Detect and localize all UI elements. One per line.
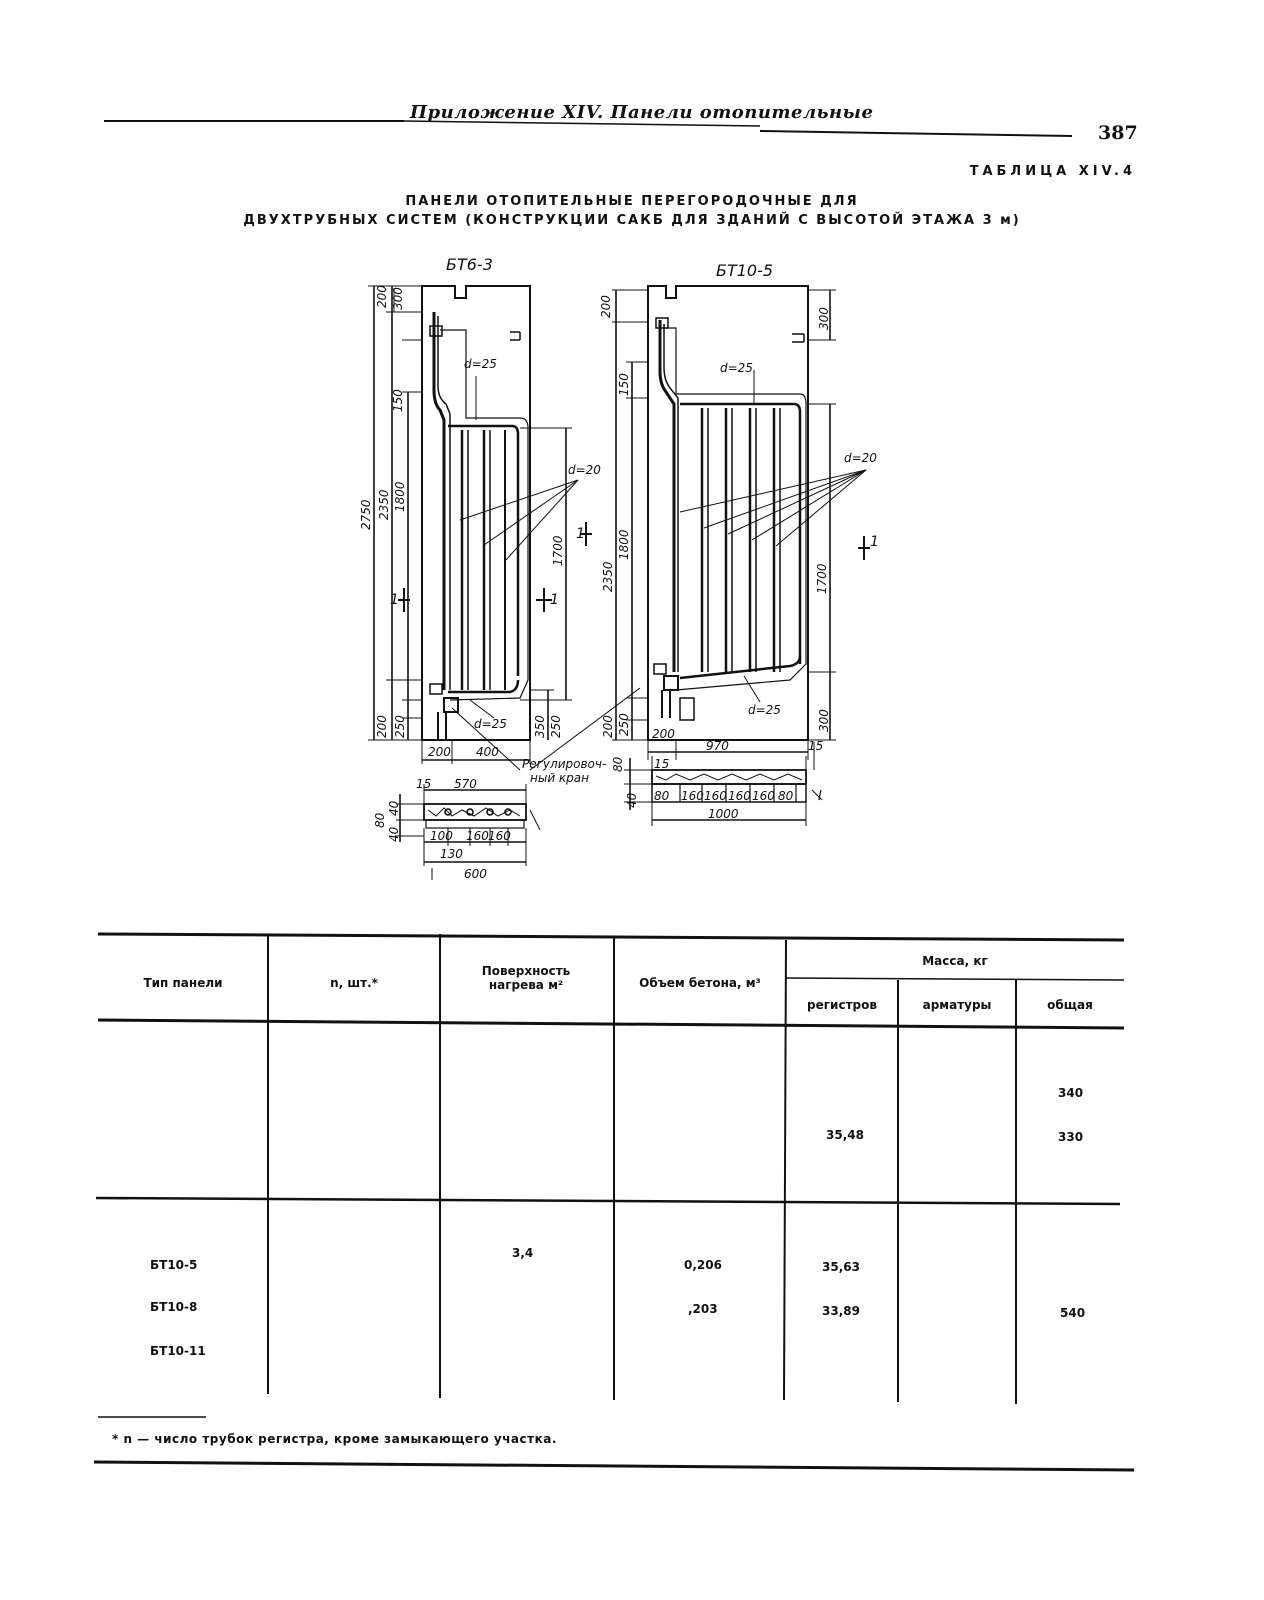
dim-label: 2350 xyxy=(601,561,615,592)
dim-label: 40 xyxy=(387,800,401,816)
dim-label: 250 xyxy=(549,715,563,738)
dim-label: d=20 xyxy=(844,451,877,465)
col-header-mass-total: общая xyxy=(1047,998,1093,1012)
col-header-volume: Объем бетона, м³ xyxy=(639,976,761,990)
dim-label: 1700 xyxy=(551,535,565,566)
dim-label: 1000 xyxy=(708,807,739,821)
cell-panel-type: БТ10-8 xyxy=(150,1300,198,1314)
dim-label: d=25 xyxy=(464,357,497,371)
left-panel-outline xyxy=(368,286,640,770)
cell-total-mass: 330 xyxy=(1058,1130,1084,1144)
dim-label: 2350 xyxy=(377,489,391,520)
dim-label: 160 xyxy=(752,789,775,803)
dim-label: 350 xyxy=(533,715,547,738)
section-mark: 1 xyxy=(390,592,399,608)
dim-label: 15 xyxy=(808,739,824,753)
dim-label: 200 xyxy=(428,745,451,759)
dim-label: 1800 xyxy=(393,481,407,512)
dim-label: 160 xyxy=(681,789,704,803)
table-caption-line2: ДВУХТРУБНЫХ СИСТЕМ (КОНСТРУКЦИИ САКБ ДЛЯ ЗДАНИЙ С ВЫСОТОЙ ЭТАЖА 3 м) xyxy=(243,213,1021,228)
section-mark: 1 xyxy=(870,534,879,550)
dim-label: d=20 xyxy=(568,463,601,477)
dim-label: 150 xyxy=(391,389,405,412)
right-panel-title: БТ10-5 xyxy=(716,261,774,280)
dim-label: 250 xyxy=(617,713,631,736)
left-panel-dimensions xyxy=(359,285,606,881)
col-header-surface: Поверхность нагрева м² xyxy=(481,964,571,992)
col-header-mass: Масса, кг xyxy=(922,954,988,968)
dim-label: 570 xyxy=(454,777,477,791)
cell-volume: 0,206 xyxy=(684,1258,722,1272)
dim-label: 2750 xyxy=(359,499,373,530)
table-footnote: * n — число трубок регистра, кроме замыкающего участка. xyxy=(112,1432,557,1446)
dim-label: 300 xyxy=(391,287,405,310)
dim-label: 130 xyxy=(440,847,463,861)
dim-label: 15 xyxy=(416,777,432,791)
col-header-mass-arm: арматуры xyxy=(922,998,992,1012)
table-caption-line1: ПАНЕЛИ ОТОПИТЕЛЬНЫЕ ПЕРЕГОРОДОЧНЫЕ ДЛЯ xyxy=(405,194,859,209)
cell-panel-type: БТ10-5 xyxy=(150,1258,198,1272)
page-number: 387 xyxy=(1098,122,1138,144)
dim-label: 1700 xyxy=(815,563,829,594)
cell-volume: ,203 xyxy=(688,1302,718,1316)
dim-label: 160 xyxy=(728,789,751,803)
dim-label: 160 xyxy=(488,829,511,843)
cell-reg-mass: 35,48 xyxy=(826,1128,864,1142)
section-mark: 1 xyxy=(576,526,585,542)
dim-label: 150 xyxy=(617,373,631,396)
cell-total-mass: 540 xyxy=(1060,1306,1086,1320)
dim-label: 600 xyxy=(464,867,487,881)
dim-label: 160 xyxy=(704,789,727,803)
dim-label: d=25 xyxy=(474,717,507,731)
dim-label: 200 xyxy=(375,715,389,738)
table-label: ТАБЛИЦА XIV.4 xyxy=(969,164,1136,179)
col-header-n: n, шт.* xyxy=(330,976,378,990)
section-mark: 1 xyxy=(550,592,559,608)
dim-label: 300 xyxy=(817,709,831,732)
right-panel-outline xyxy=(580,286,870,760)
col-header-mass-reg: регистров xyxy=(807,998,877,1012)
running-header: Приложение XIV. Панели отопительные xyxy=(410,102,874,123)
dim-label: d=25 xyxy=(748,703,781,717)
dim-label: 15 xyxy=(654,757,670,771)
dim-label: 250 xyxy=(393,715,407,738)
left-panel-title: БТ6-3 xyxy=(446,255,493,274)
dim-label: 40 xyxy=(625,792,639,808)
dim-label: 100 xyxy=(430,829,453,843)
dim-label: 200 xyxy=(599,295,613,318)
section-letter: I xyxy=(818,789,822,804)
right-panel-dimensions xyxy=(599,295,879,821)
dim-label: 400 xyxy=(476,745,499,759)
dim-label: 80 xyxy=(778,789,794,803)
dim-label: 200 xyxy=(375,285,389,308)
dim-label: 300 xyxy=(817,307,831,330)
dim-label: 80 xyxy=(654,789,670,803)
dim-label: 40 xyxy=(387,826,401,842)
dim-label: 1800 xyxy=(617,529,631,560)
dim-label: 80 xyxy=(611,756,625,772)
dim-label: 160 xyxy=(466,829,489,843)
col-header-type: Тип панели xyxy=(143,976,223,990)
cell-reg-mass: 35,63 xyxy=(822,1260,860,1274)
dim-label: 200 xyxy=(601,715,615,738)
dim-label: 970 xyxy=(706,739,729,753)
valve-label: Регулировоч- xyxy=(522,757,607,771)
valve-label: ный кран xyxy=(530,771,589,785)
dim-label: 200 xyxy=(652,727,675,741)
cell-total-mass: 340 xyxy=(1058,1086,1084,1100)
cell-surface: 3,4 xyxy=(512,1246,534,1260)
data-table-grid xyxy=(0,900,1264,1500)
cell-reg-mass: 33,89 xyxy=(822,1304,860,1318)
dim-label: 80 xyxy=(373,812,387,828)
cell-panel-type: БТ10-11 xyxy=(150,1344,206,1358)
dim-label: d=25 xyxy=(720,361,753,375)
